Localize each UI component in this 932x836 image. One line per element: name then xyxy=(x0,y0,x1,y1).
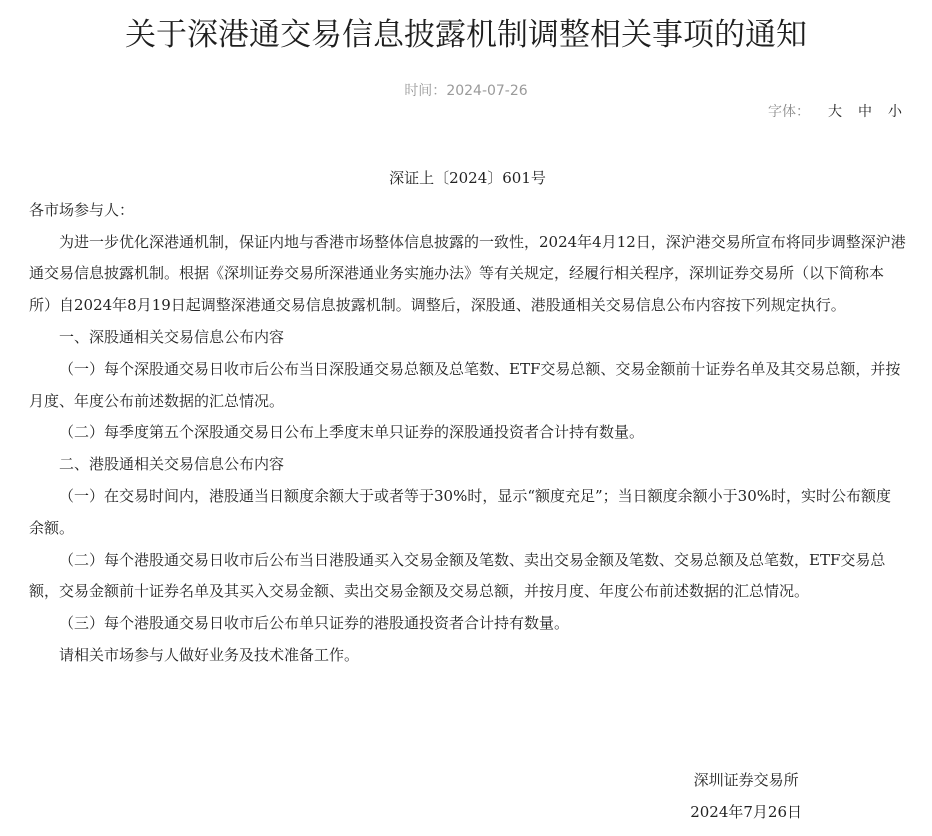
signature-block xyxy=(690,764,802,828)
body-paragraph: （一）每个深股通交易日收市后公布当日深股通交易总额及总笔数、ETF交易总额、交易金额前十证券名单及其交易总额，并按月度、年度公布前述数据的汇总情况。 xyxy=(29,359,901,410)
font-size-small-option[interactable]: 小 xyxy=(888,104,902,120)
salutation: 各市场参与人： xyxy=(29,200,135,219)
time-value: 2024-07-26 xyxy=(446,83,528,99)
issue-date: 2024年7月26日 xyxy=(690,803,802,821)
font-size-label: 字体： xyxy=(768,104,810,120)
time-label: 时间： xyxy=(404,83,447,99)
page-title: 关于深港通交易信息披露机制调整相关事项的通知 xyxy=(125,17,807,53)
body-paragraph: （二）每季度第五个深股通交易日公布上季度末单只证券的深股通投资者合计持有数量。 xyxy=(59,423,645,442)
body-paragraph: 为进一步优化深港通机制，保证内地与香港市场整体信息披露的一致性，2024年4月12日，深沪港交易所宣布将同步调整深沪港通交易信息披露机制。根据《深圳证券交易所深港通业务实施办法》等有关规定，经履行相关程序，深圳证券交易所（以下简称本所）自2024年8月19日起调整深港通交易信息披露机制。调整后，深股通、港股通相关交易信息公布内容按下列规定执行。 xyxy=(29,232,906,315)
font-size-switcher xyxy=(768,101,902,121)
notice-body xyxy=(29,163,906,672)
body-paragraph: （一）在交易时间内，港股通当日额度余额大于或者等于30%时，显示“额度充足”；当日额度余额小于30%时，实时公布额度余额。 xyxy=(29,486,892,537)
body-paragraph: （三）每个港股通交易日收市后公布单只证券的港股通投资者合计持有数量。 xyxy=(59,614,570,633)
section-heading-1: 一、深股通相关交易信息公布内容 xyxy=(59,327,285,346)
issuer-name: 深圳证券交易所 xyxy=(693,771,799,789)
section-heading-2: 二、港股通相关交易信息公布内容 xyxy=(59,455,285,474)
font-size-medium-option[interactable]: 中 xyxy=(858,104,872,120)
document-number: 深证上〔2024〕601号 xyxy=(389,169,546,187)
publish-time xyxy=(0,80,932,100)
closing-paragraph: 请相关市场参与人做好业务及技术准备工作。 xyxy=(59,645,360,664)
font-size-large-option[interactable]: 大 xyxy=(828,104,842,120)
body-paragraph: （二）每个港股通交易日收市后公布当日港股通买入交易金额及笔数、卖出交易金额及笔数、交易总额及总笔数，ETF交易总额，交易金额前十证券名单及其买入交易金额、卖出交易金额及交易总额，并按月度、年度公布前述数据的汇总情况。 xyxy=(29,550,886,601)
